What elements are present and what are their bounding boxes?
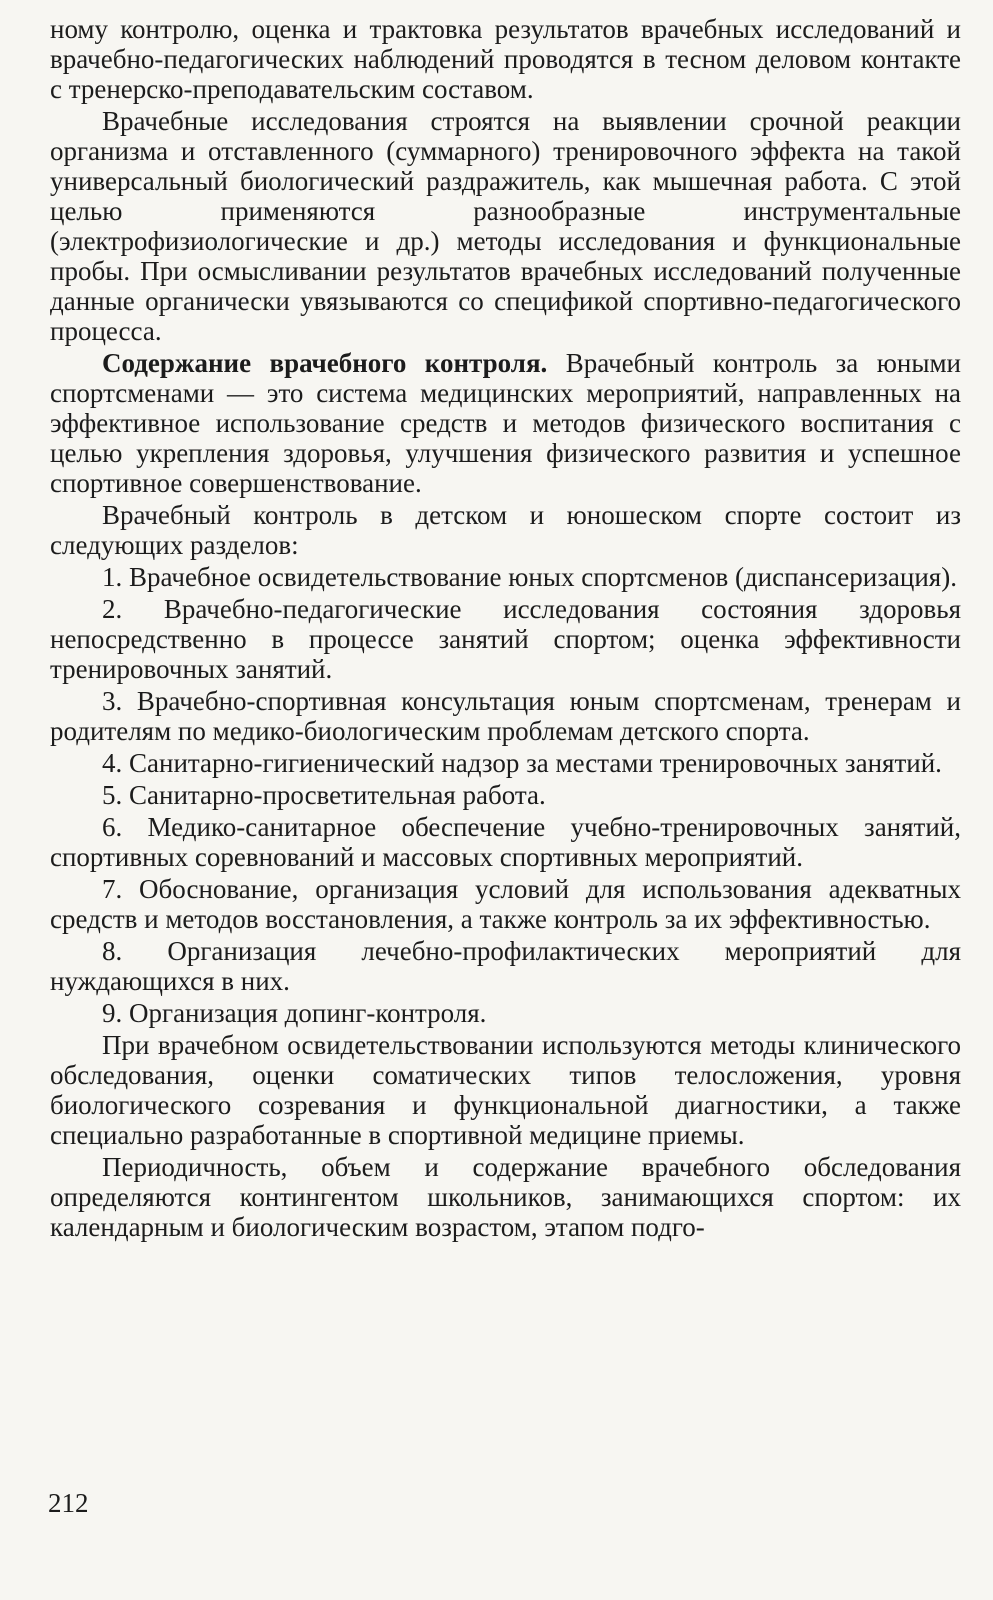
- list-item: 1. Врачебное освидетельствование юных спортсменов (диспансеризация).: [102, 562, 957, 592]
- page-number: 212: [48, 1488, 89, 1518]
- list-item: 7. Обоснование, организация условий для использования адекватных средств и методов восстановления, а также контроль за их эффективностью.: [50, 874, 961, 934]
- list-item: 4. Санитарно-гигиенический надзор за местами тренировочных занятий.: [102, 748, 942, 778]
- list-item: 2. Врачебно-педагогические исследования состояния здоровья непосредственно в процессе занятий спортом; оценка эффективности тренировочных занятий.: [50, 594, 961, 684]
- paragraph: Врачебные исследования строятся на выявлении срочной реакции организма и отставленного (суммарного) тренировочного эффекта на такой универсальный биологический раздражитель, как мышечная работа. С этой целью применяются разнообразные инструментальные (электрофизиологические и др.) методы исследования и функциональные пробы. При осмысливании результатов врачебных исследований полученные данные органически увязываются со спецификой спортивно-педагогического процесса.: [50, 106, 961, 346]
- list-item: 9. Организация допинг-контроля.: [102, 998, 487, 1028]
- paragraph: Врачебный контроль в детском и юношеском спорте состоит из следующих разделов:: [50, 500, 961, 560]
- body-text: [50, 14, 961, 1242]
- list-item: 8. Организация лечебно-профилактических мероприятий для нуждающихся в них.: [50, 936, 961, 996]
- list-item: 6. Медико-санитарное обеспечение учебно-тренировочных занятий, спортивных соревнований и массовых спортивных мероприятий.: [50, 812, 961, 872]
- list-item: 3. Врачебно-спортивная консультация юным спортсменам, тренерам и родителям по медико-биологическим проблемам детского спорта.: [50, 686, 961, 746]
- paragraph: Периодичность, объем и содержание врачебного обследования определяются контингентом школьников, занимающихся спортом: их календарным и биологическим возрастом, этапом подго-: [50, 1152, 961, 1242]
- list-item: 5. Санитарно-просветительная работа.: [102, 780, 546, 810]
- paragraph: При врачебном освидетельствовании используются методы клинического обследования, оценки соматических типов телосложения, уровня биологического созревания и функциональной диагностики, а также специально разработанные в спортивной медицине приемы.: [50, 1030, 961, 1150]
- paragraph: ному контролю, оценка и трактовка результатов врачебных исследований и врачебно-педагогических наблюдений проводятся в тесном деловом контакте с тренерско-преподавательским составом.: [50, 14, 961, 104]
- section-heading: Содержание врачебного контроля.: [102, 348, 548, 378]
- paragraph: [50, 348, 961, 498]
- paragraph-text: Врачебный контроль за юными спортсменами — это система медицинских мероприятий, направленных на эффективное использование средств и методов физического воспитания с целью укрепления здоровья, улучшения физического развития и успешное спортивное совершенствование.: [50, 348, 961, 498]
